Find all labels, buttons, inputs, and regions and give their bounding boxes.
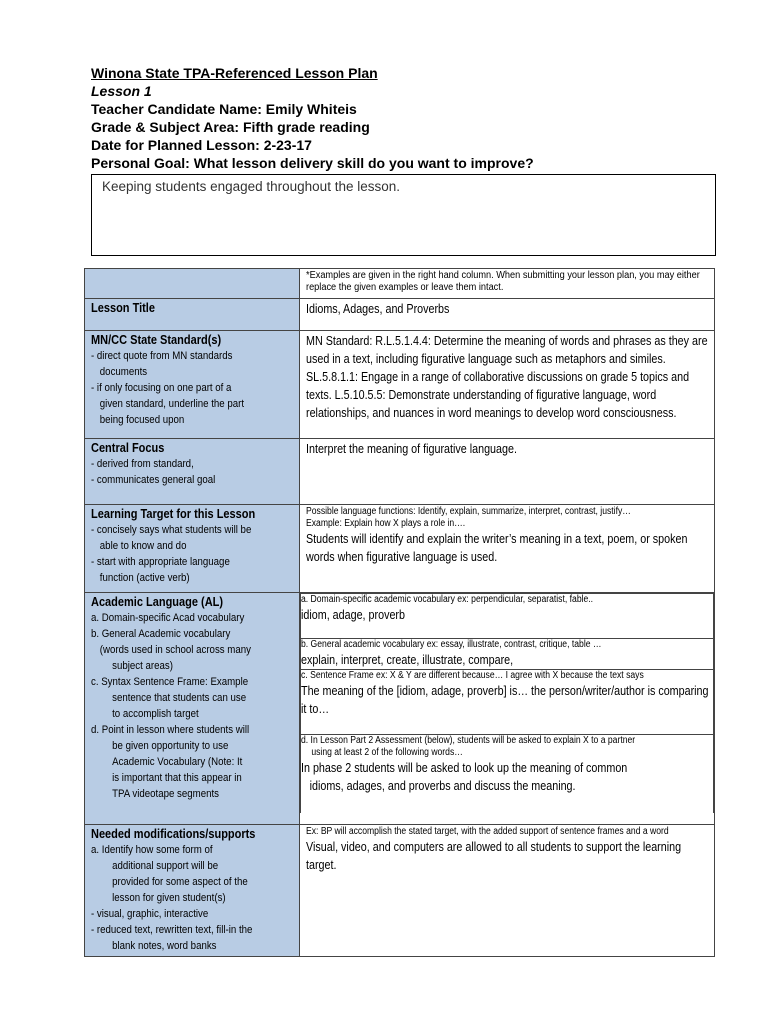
learning-target-sub: function (active verb) bbox=[99, 572, 190, 584]
domain-vocab-cell[interactable] bbox=[301, 594, 714, 639]
domain-vocab-note: a. Domain-specific academic vocabulary ex: perpendicular, separatist, fable.. bbox=[301, 594, 594, 605]
learning-target-label-cell bbox=[85, 505, 300, 593]
academic-language-sub: d. Point in lesson where students will bbox=[91, 724, 250, 736]
document-title: Winona State TPA-Referenced Lesson Plan bbox=[91, 65, 378, 81]
sentence-frame-cell[interactable] bbox=[301, 670, 714, 735]
standards-row bbox=[85, 331, 715, 439]
personal-goal-answer: Keeping students engaged throughout the lesson. bbox=[102, 179, 400, 194]
standards-value: MN Standard: R.L.5.1.4.4: Determine the meaning of words and phrases as they are used in a text, including figurative language such as metaphors and similes. SL.5.8.1.1: Engage in a range of collaborative discussions on grade 5 topics and texts. L.5.10.5.5: Demonstrate understanding of figurative language, word relationships, and nuances in word meanings to develop word consciousness. bbox=[306, 334, 708, 420]
learning-target-example-note: Example: Explain how X plays a role in…. bbox=[306, 518, 466, 529]
standards-value-cell[interactable] bbox=[300, 331, 715, 439]
learning-target-value: Students will identify and explain the writer’s meaning in a text, poem, or spoken words when figurative language is used. bbox=[306, 532, 688, 564]
intro-row bbox=[85, 269, 715, 299]
standards-label-cell bbox=[85, 331, 300, 439]
modifications-sub: a. Identify how some form of bbox=[91, 844, 213, 856]
learning-target-sub: - start with appropriate language bbox=[91, 556, 230, 568]
academic-language-row bbox=[85, 593, 715, 825]
academic-language-sub: a. Domain-specific Acad vocabulary bbox=[91, 612, 245, 624]
planned-lesson-date: Date for Planned Lesson: 2-23-17 bbox=[91, 137, 312, 153]
lesson-title-label-cell bbox=[85, 299, 300, 331]
central-focus-label-cell bbox=[85, 439, 300, 505]
grade-subject-area: Grade & Subject Area: Fifth grade reading bbox=[91, 119, 370, 135]
modifications-value-cell[interactable] bbox=[300, 825, 715, 957]
modifications-label-cell bbox=[85, 825, 300, 957]
academic-language-sub: TPA videotape segments bbox=[112, 788, 220, 800]
modifications-sub: - visual, graphic, interactive bbox=[91, 908, 209, 920]
academic-language-subtable bbox=[300, 593, 714, 813]
lesson-plan-header bbox=[91, 64, 711, 172]
personal-goal-question: Personal Goal: What lesson delivery skill do you want to improve? bbox=[91, 155, 534, 171]
central-focus-sub: - derived from standard, bbox=[91, 458, 194, 470]
central-focus-value: Interpret the meaning of figurative language. bbox=[306, 442, 517, 456]
intro-left-cell bbox=[85, 269, 300, 299]
standards-sub: being focused upon bbox=[99, 414, 185, 426]
general-vocab-value: explain, interpret, create, illustrate, compare, bbox=[301, 653, 514, 667]
modifications-sub: blank notes, word banks bbox=[112, 940, 217, 952]
lesson-plan-table bbox=[84, 268, 715, 957]
personal-goal-box[interactable] bbox=[91, 174, 716, 256]
assessment-vocab-value: idioms, adages, and proverbs and discuss the meaning. bbox=[309, 779, 576, 793]
academic-language-sub: is important that this appear in bbox=[112, 772, 242, 784]
assessment-vocab-cell[interactable] bbox=[301, 735, 714, 814]
standards-sub: given standard, underline the part bbox=[99, 398, 245, 410]
modifications-value: Visual, video, and computers are allowed to all students to support the learning target. bbox=[306, 840, 682, 872]
central-focus-sub: - communicates general goal bbox=[91, 474, 216, 486]
lesson-title-value: Idioms, Adages, and Proverbs bbox=[306, 302, 450, 316]
assessment-vocab-note: using at least 2 of the following words… bbox=[311, 747, 463, 758]
central-focus-row bbox=[85, 439, 715, 505]
academic-language-sub: sentence that students can use bbox=[112, 692, 247, 704]
central-focus-label: Central Focus bbox=[91, 441, 165, 455]
assessment-vocab-value: In phase 2 students will be asked to look up the meaning of common bbox=[301, 761, 628, 775]
academic-language-value-cell bbox=[300, 593, 715, 825]
academic-language-sub: to accomplish target bbox=[112, 708, 199, 720]
academic-language-label-cell bbox=[85, 593, 300, 825]
modifications-sub: lesson for given student(s) bbox=[112, 892, 226, 904]
modifications-sub: - reduced text, rewritten text, fill-in the bbox=[91, 924, 253, 936]
academic-language-sub: (words used in school across many bbox=[99, 644, 251, 656]
lesson-title-value-cell[interactable] bbox=[300, 299, 715, 331]
standards-sub: documents bbox=[99, 366, 148, 378]
standards-label: MN/CC State Standard(s) bbox=[91, 333, 222, 347]
intro-note-cell bbox=[300, 269, 715, 299]
sentence-frame-note: c. Sentence Frame ex: X & Y are different because… I agree with X because the text says bbox=[301, 670, 644, 681]
language-functions-note: Possible language functions: Identify, explain, summarize, interpret, contrast, justify… bbox=[306, 506, 631, 517]
modifications-row bbox=[85, 825, 715, 957]
modifications-sub: provided for some aspect of the bbox=[112, 876, 248, 888]
domain-vocab-value: idiom, adage, proverb bbox=[301, 608, 405, 622]
modifications-label: Needed modifications/supports bbox=[91, 827, 256, 841]
general-vocab-cell[interactable] bbox=[301, 639, 714, 670]
general-vocab-note: b. General academic vocabulary ex: essay, illustrate, contrast, critique, table … bbox=[301, 639, 602, 650]
academic-language-label: Academic Language (AL) bbox=[91, 595, 224, 609]
intro-note: *Examples are given in the right hand column. When submitting your lesson plan, you may either replace the given examples or leave them intact. bbox=[306, 270, 700, 293]
modifications-sub: additional support will be bbox=[112, 860, 219, 872]
lesson-number: Lesson 1 bbox=[91, 83, 152, 99]
teacher-candidate-name: Teacher Candidate Name: Emily Whiteis bbox=[91, 101, 357, 117]
academic-language-sub: Academic Vocabulary (Note: It bbox=[112, 756, 243, 768]
lesson-title-label: Lesson Title bbox=[91, 301, 155, 315]
academic-language-sub: b. General Academic vocabulary bbox=[91, 628, 231, 640]
learning-target-sub: able to know and do bbox=[99, 540, 187, 552]
modifications-note: Ex: BP will accomplish the stated target, with the added support of sentence frames and a word bbox=[306, 826, 669, 837]
lesson-title-row bbox=[85, 299, 715, 331]
academic-language-sub: subject areas) bbox=[112, 660, 173, 672]
academic-language-sub: be given opportunity to use bbox=[112, 740, 229, 752]
academic-language-sub: c. Syntax Sentence Frame: Example bbox=[91, 676, 249, 688]
sentence-frame-value: The meaning of the [idiom, adage, proverb] is… the person/writer/author is comparing it to… bbox=[301, 684, 709, 716]
central-focus-value-cell[interactable] bbox=[300, 439, 715, 505]
learning-target-sub: - concisely says what students will be bbox=[91, 524, 252, 536]
learning-target-value-cell[interactable] bbox=[300, 505, 715, 593]
assessment-vocab-note: d. In Lesson Part 2 Assessment (below), students will be asked to explain X to a partner bbox=[301, 735, 636, 746]
learning-target-row bbox=[85, 505, 715, 593]
learning-target-label: Learning Target for this Lesson bbox=[91, 507, 256, 521]
standards-sub: - if only focusing on one part of a bbox=[91, 382, 232, 394]
standards-sub: - direct quote from MN standards bbox=[91, 350, 233, 362]
